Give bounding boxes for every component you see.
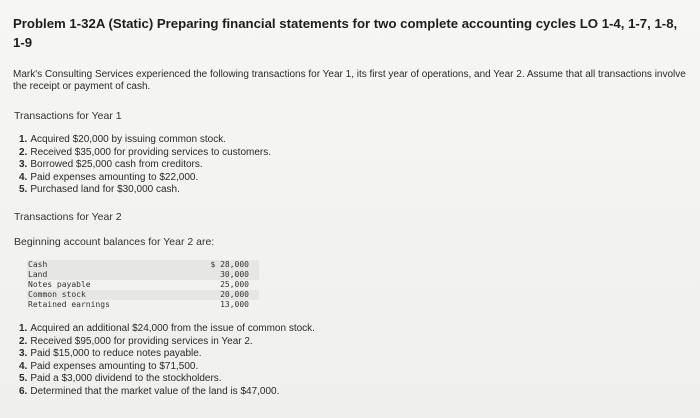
account-name: Notes payable xyxy=(28,280,91,289)
list-item xyxy=(19,184,271,197)
item-text: Borrowed $25,000 cash from creditors. xyxy=(30,159,203,170)
problem-title: Problem 1-32A (Static) Preparing financial statements for two complete accounting cycles LO 1-4, 1-7, 1-8, 1-9 xyxy=(13,16,678,50)
list-item xyxy=(19,134,271,147)
item-text: Paid expenses amounting to $22,000. xyxy=(30,171,199,183)
item-number: 4. xyxy=(19,360,28,372)
year1-transaction-list xyxy=(19,134,271,197)
item-text: Acquired $20,000 by issuing common stock. xyxy=(30,134,227,145)
item-text: Received $95,000 for providing services in Year 2. xyxy=(30,335,253,347)
account-amount: 30,000 xyxy=(220,270,249,279)
account-name: Common stock xyxy=(28,290,86,299)
item-number: 5. xyxy=(19,373,28,384)
table-row xyxy=(27,270,259,280)
table-row xyxy=(27,300,259,310)
item-text: Determined that the market value of the land is $47,000. xyxy=(30,385,280,397)
table-row xyxy=(27,290,259,300)
account-name: Cash xyxy=(28,260,48,269)
problem-intro: Mark's Consulting Services experienced the following transactions for Year 1, its first year of operations, and Year 2. Assume that all transactions involve the receipt or payment of cash. xyxy=(13,69,686,92)
item-text: Purchased land for $30,000 cash. xyxy=(30,184,180,195)
account-name: Retained earnings xyxy=(28,300,110,309)
item-number: 1. xyxy=(19,134,28,145)
item-text: Acquired an additional $24,000 from the issue of common stock. xyxy=(30,323,315,334)
item-text: Paid a $3,000 dividend to the stockholders. xyxy=(30,373,222,384)
item-number: 2. xyxy=(19,146,28,158)
item-number: 6. xyxy=(19,385,28,397)
table-row xyxy=(27,280,259,290)
year2-heading: Transactions for Year 2 xyxy=(14,211,122,223)
list-item xyxy=(19,348,315,361)
beginning-balances-table xyxy=(27,260,259,310)
account-amount: 25,000 xyxy=(220,280,249,289)
item-number: 4. xyxy=(19,171,28,183)
list-item xyxy=(19,159,271,172)
item-number: 2. xyxy=(19,335,28,347)
item-number: 1. xyxy=(19,323,28,334)
item-text: Paid expenses amounting to $71,500. xyxy=(30,360,199,372)
year2-transaction-list xyxy=(19,323,315,398)
item-text: Paid $15,000 to reduce notes payable. xyxy=(30,348,202,359)
list-item xyxy=(19,361,315,374)
item-number: 3. xyxy=(19,159,28,170)
list-item xyxy=(19,386,315,399)
list-item xyxy=(19,147,271,160)
account-amount: 13,000 xyxy=(220,300,249,309)
list-item xyxy=(19,336,315,349)
item-number: 5. xyxy=(19,184,28,195)
year1-heading: Transactions for Year 1 xyxy=(14,110,122,122)
list-item xyxy=(19,323,315,336)
list-item xyxy=(19,373,315,386)
account-amount: $ 28,000 xyxy=(210,260,249,269)
list-item xyxy=(19,172,271,185)
table-row xyxy=(27,260,259,270)
account-name: Land xyxy=(28,270,48,279)
account-amount: 20,000 xyxy=(220,290,249,299)
item-text: Received $35,000 for providing services to customers. xyxy=(30,146,272,158)
item-number: 3. xyxy=(19,348,28,359)
beginning-balances-heading: Beginning account balances for Year 2 are: xyxy=(14,236,215,248)
